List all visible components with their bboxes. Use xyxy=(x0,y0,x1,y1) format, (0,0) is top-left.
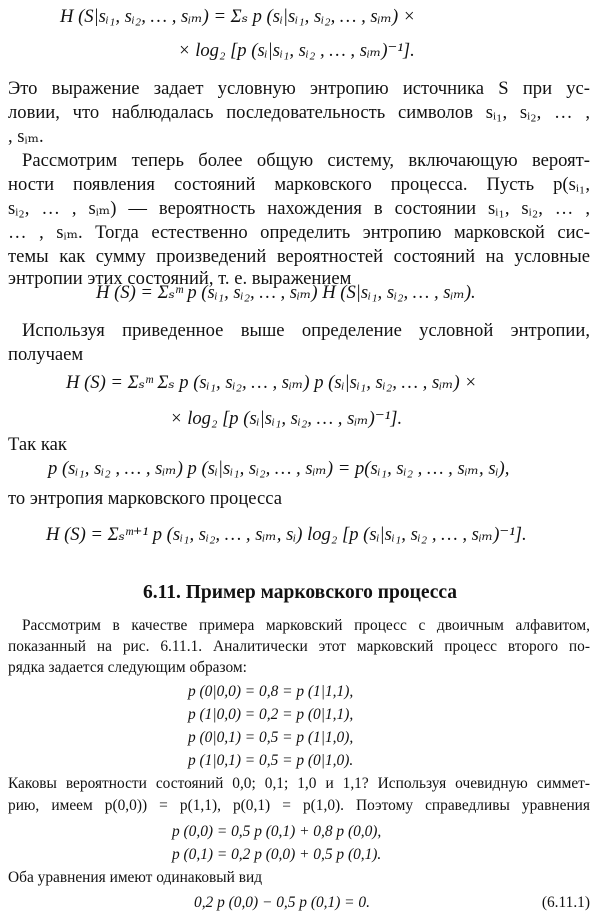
transition-probability: p (1|0,1) = 0,5 = p (0|1,0). xyxy=(188,752,354,769)
equation-final-linear: 0,2 p (0,0) − 0,5 p (0,1) = 0. xyxy=(194,894,370,911)
equation-conditional-entropy-line1: H (S|sᵢ₁, sᵢ₂, … , sᵢₘ) = Σₛ p (sᵢ|sᵢ₁, sᵢ₂, … , sᵢₘ) × xyxy=(60,6,416,27)
equation-conditional-entropy-line2: × log₂ [p (sᵢ|sᵢ₁, sᵢ₂ , … , sᵢₘ)⁻¹]. xyxy=(178,40,415,61)
paragraph-line: показанный на рис. 6.11.1. Аналитически этот марковский процесс второго по- xyxy=(8,638,590,655)
state-equation: p (0,0) = 0,5 p (0,1) + 0,8 p (0,0), xyxy=(172,823,382,840)
paragraph-line: рядка задается следующим образом: xyxy=(8,659,247,676)
paragraph-line: Рассмотрим в качестве примера марковский процесс с двоичным алфавитом, xyxy=(22,617,590,634)
state-equation: p (0,1) = 0,2 p (0,0) + 0,5 p (0,1). xyxy=(172,846,382,863)
paragraph-line: темы как сумму произведений вероятностей состояний на условные xyxy=(8,246,590,267)
paragraph-line: ности появления состояний марковского процесса. Пусть p(sᵢ₁, xyxy=(8,174,590,195)
transition-probability: p (0|0,1) = 0,5 = p (1|1,0), xyxy=(188,729,354,746)
text-since: Так как xyxy=(8,434,67,455)
paragraph-line: Каковы вероятности состояний 0,0; 0,1; 1,0 и 1,1? Используя очевидную симмет- xyxy=(8,775,590,792)
paragraph-line: Это выражение задает условную энтропию источника S при ус- xyxy=(8,78,590,99)
paragraph-line: получаем xyxy=(8,344,84,365)
equation-double-sum-line1: H (S) = Σₛᵐ Σₛ p (sᵢ₁, sᵢ₂, … , sᵢₘ) p (sᵢ|sᵢ₁, sᵢ₂, … , sᵢₘ) × xyxy=(66,372,477,393)
equation-joint-probability: p (sᵢ₁, sᵢ₂ , … , sᵢₘ) p (sᵢ|sᵢ₁, sᵢ₂, … , sᵢₘ) = p(sᵢ₁, sᵢ₂ , … , sᵢₘ, sᵢ), xyxy=(48,458,510,479)
transition-probability: p (0|0,0) = 0,8 = p (1|1,1), xyxy=(188,683,354,700)
paragraph-line: , sᵢₘ. xyxy=(8,126,44,147)
equation-number: (6.11.1) xyxy=(541,894,590,911)
equation-markov-entropy-definition: H (S) = Σₛᵐ p (sᵢ₁, sᵢ₂, … , sᵢₘ) H (S|sᵢ₁, sᵢ₂, … , sᵢₘ). xyxy=(96,282,476,303)
paragraph-line: sᵢ₂, … , sᵢₘ) — вероятность нахождения в состоянии sᵢ₁, sᵢ₂, … , xyxy=(8,198,590,219)
text-then-entropy: то энтропия марковского процесса xyxy=(8,488,282,509)
paragraph-line: Рассмотрим теперь более общую систему, включающую вероят- xyxy=(22,150,590,171)
equation-markov-process-entropy: H (S) = Σₛᵐ⁺¹ p (sᵢ₁, sᵢ₂, … , sᵢₘ, sᵢ) log₂ [p (sᵢ|sᵢ₁, sᵢ₂ , … , sᵢₘ)⁻¹]. xyxy=(46,524,527,545)
transition-probability: p (1|0,0) = 0,2 = p (0|1,1), xyxy=(188,706,354,723)
paragraph-line: ловии, что наблюдалась последовательность символов sᵢ₁, sᵢ₂, … , xyxy=(8,102,590,123)
paragraph-line: Используя приведенное выше определение условной энтропии, xyxy=(22,320,590,341)
equation-double-sum-line2: × log₂ [p (sᵢ|sᵢ₁, sᵢ₂, … , sᵢₘ)⁻¹]. xyxy=(170,408,403,429)
section-heading: 6.11. Пример марковского процесса xyxy=(142,582,458,603)
paragraph-line: рию, имеем p(0,0)) = p(1,1), p(0,1) = p(1,0). Поэтому справедливы уравнения xyxy=(8,797,590,814)
paragraph-line: Оба уравнения имеют одинаковый вид xyxy=(8,869,263,886)
paragraph-line: … , sᵢₘ. Тогда естественно определить энтропию марковской сис- xyxy=(8,222,590,243)
paragraph-line: энтропии этих состояний, т. е. выражением xyxy=(8,268,352,289)
